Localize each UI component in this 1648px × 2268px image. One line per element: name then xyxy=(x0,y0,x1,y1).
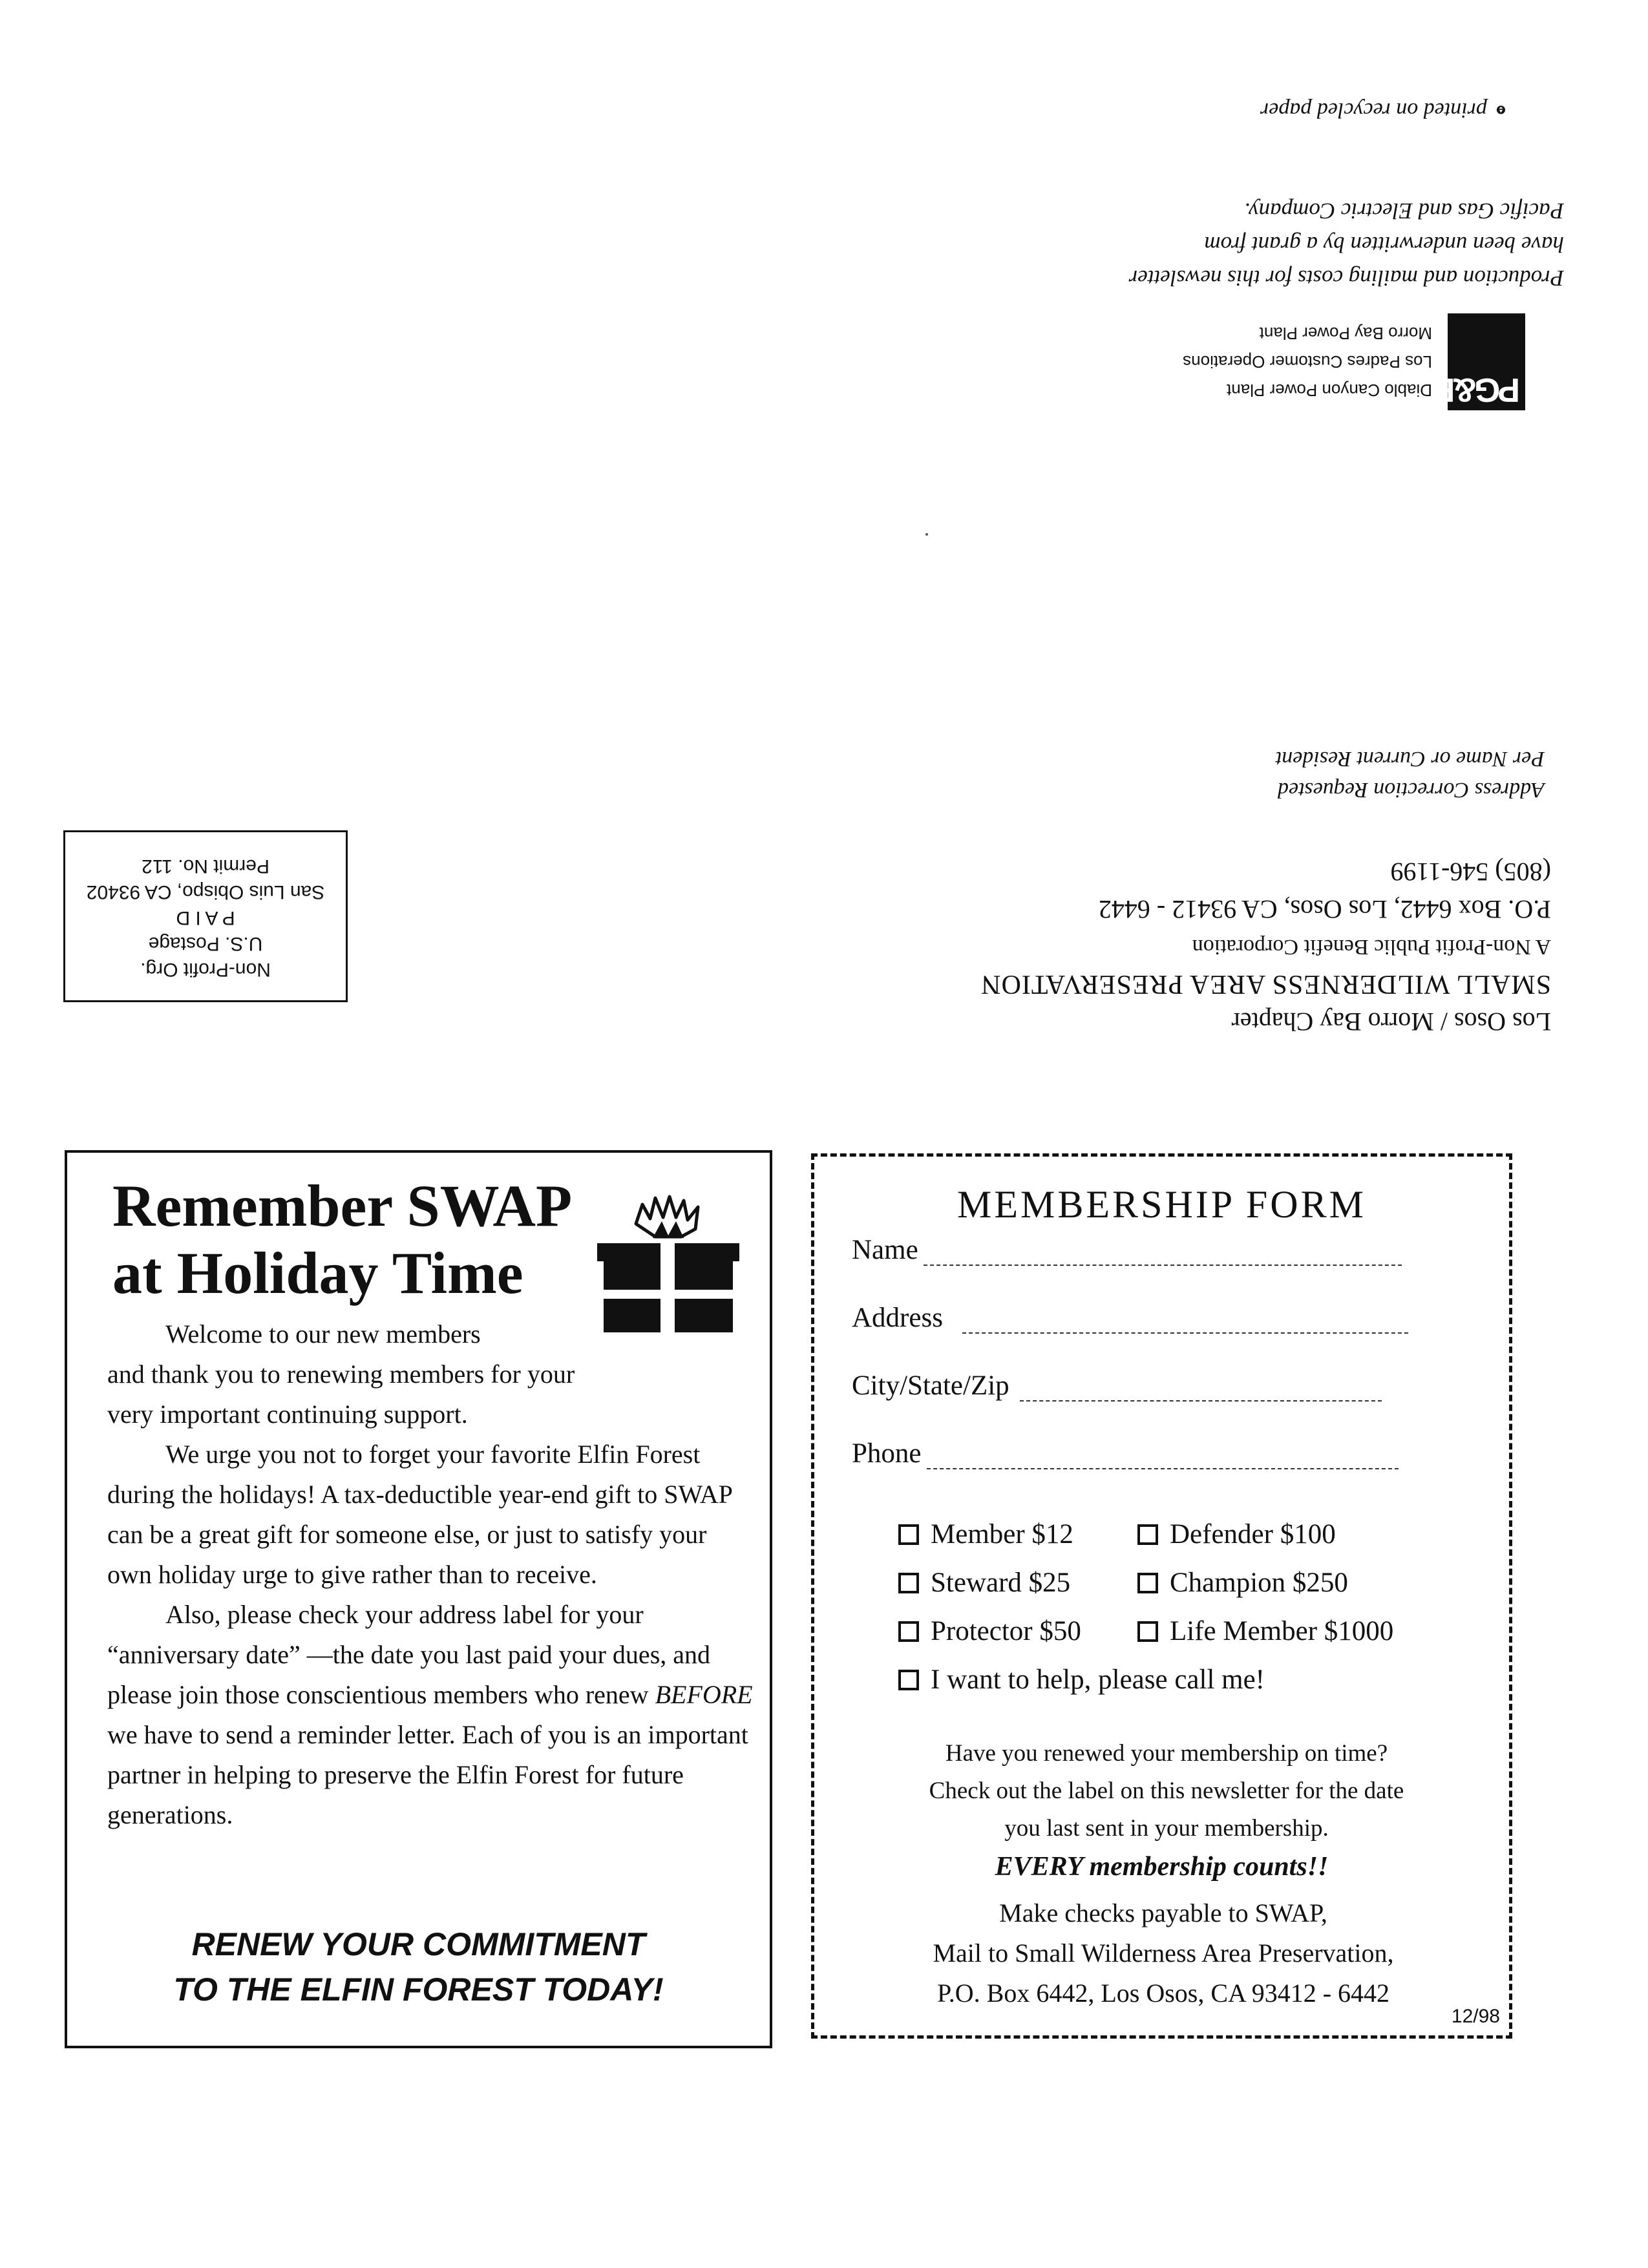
payment-line: Make checks payable to SWAP, xyxy=(999,1898,1327,1927)
return-address xyxy=(892,853,1551,1040)
option-volunteer[interactable] xyxy=(898,1664,1265,1696)
checkbox-icon[interactable] xyxy=(898,1573,919,1593)
renew-reminder-line: Check out the label on this newsletter for the date xyxy=(929,1778,1404,1804)
option-label: Steward $25 xyxy=(931,1568,1071,1598)
checkbox-icon[interactable] xyxy=(1137,1524,1158,1545)
checkbox-icon[interactable] xyxy=(898,1670,919,1690)
option-label: Defender $100 xyxy=(1170,1519,1336,1549)
renew-callout xyxy=(67,1922,770,2012)
holiday-para3-emphasis: BEFORE xyxy=(655,1680,753,1709)
checkbox-icon[interactable] xyxy=(1137,1621,1158,1642)
option-label: Member $12 xyxy=(931,1519,1073,1549)
option-member[interactable] xyxy=(898,1518,1073,1550)
issue-code: 12/98 xyxy=(1451,2006,1500,2027)
city-state-zip-label: City/State/Zip xyxy=(852,1370,1009,1401)
indicia-line: San Luis Obispo, CA 93402 xyxy=(86,881,325,903)
pge-facilities xyxy=(1183,319,1432,404)
underwriter-line: Pacific Gas and Electric Company. xyxy=(1244,198,1564,224)
pge-facility-line: Diablo Canyon Power Plant xyxy=(1227,381,1432,400)
pge-sponsor-block xyxy=(1163,304,1525,420)
underwriter-line: Production and mailing costs for this newsletter xyxy=(1128,266,1564,291)
stray-dot xyxy=(925,533,928,536)
option-champion[interactable] xyxy=(1137,1567,1348,1599)
pge-logo xyxy=(1435,313,1525,410)
holiday-body xyxy=(107,1314,757,1835)
renew-reminder-line: Have you renewed your membership on time? xyxy=(945,1740,1388,1767)
city-state-zip-field[interactable] xyxy=(852,1370,1382,1402)
holiday-para3-part1: Also, please check your address label for your “anniversary date” —the date you last paid your dues, and please join those conscientious members who renew xyxy=(107,1600,711,1709)
return-corp: A Non-Profit Public Benefit Corporation xyxy=(1192,935,1551,959)
pge-facility-line: Los Padres Customer Operations xyxy=(1183,352,1432,372)
option-label: I want to help, please call me! xyxy=(931,1664,1265,1695)
phone-label: Phone xyxy=(852,1438,922,1469)
option-defender[interactable] xyxy=(1137,1518,1336,1550)
payment-line: Mail to Small Wilderness Area Preservation, xyxy=(933,1938,1394,1968)
forwarding-instructions xyxy=(1196,743,1545,805)
holiday-para3 xyxy=(107,1595,757,1835)
form-title: MEMBERSHIP FORM xyxy=(957,1183,1366,1226)
underwriter-credit xyxy=(1060,194,1564,295)
renew-line: TO THE ELFIN FOREST TODAY! xyxy=(173,1971,664,2008)
renew-line: RENEW YOUR COMMITMENT xyxy=(191,1926,646,1962)
holiday-para1-line1: Welcome to our new members xyxy=(165,1319,481,1349)
renew-reminder-line: you last sent in your membership. xyxy=(1004,1815,1329,1842)
payment-line: P.O. Box 6442, Los Osos, CA 93412 - 6442 xyxy=(936,1979,1390,2008)
indicia-line: U.S. Postage xyxy=(148,933,263,954)
holiday-title xyxy=(112,1172,572,1307)
holiday-para3-part2: we have to send a reminder letter. Each of you is an important partner in helping to preserve the Elfin Forest for future generations. xyxy=(107,1720,748,1829)
city-state-zip-blank[interactable] xyxy=(1020,1394,1382,1402)
membership-form xyxy=(811,1153,1512,2039)
return-phone: (805) 546-1199 xyxy=(1390,857,1551,887)
name-field[interactable] xyxy=(852,1234,1402,1266)
checkbox-icon[interactable] xyxy=(898,1621,919,1642)
option-label: Life Member $1000 xyxy=(1170,1616,1394,1646)
holiday-para1-line3: very important continuing support. xyxy=(107,1400,468,1429)
return-org: SMALL WILDERNESS AREA PRESERVATION xyxy=(980,969,1551,999)
indicia-line: Non-Profit Org. xyxy=(140,959,271,980)
return-po-box: P.O. Box 6442, Los Osos, CA 93412 - 6442 xyxy=(1098,895,1551,924)
renew-reminder xyxy=(847,1735,1486,1847)
holiday-para1-line2: and thank you to renewing members for your xyxy=(107,1360,575,1389)
forwarding-line: Per Name or Current Resident xyxy=(1275,747,1545,771)
name-label: Name xyxy=(852,1235,918,1265)
underwriter-line: have been underwritten by a grant from xyxy=(1204,232,1564,257)
address-blank[interactable] xyxy=(962,1326,1408,1334)
checkbox-icon[interactable] xyxy=(1137,1573,1158,1593)
checkbox-icon[interactable] xyxy=(898,1524,919,1545)
forwarding-line: Address Correction Requested xyxy=(1278,778,1545,802)
recycle-icon xyxy=(1496,96,1506,124)
return-chapter: Los Osos / Morro Bay Chapter xyxy=(1231,1007,1551,1036)
name-blank[interactable] xyxy=(924,1258,1402,1266)
option-label: Protector $50 xyxy=(931,1616,1081,1646)
pge-facility-line: Morro Bay Power Plant xyxy=(1259,324,1432,343)
recycled-paper-note xyxy=(1260,90,1506,129)
option-protector[interactable] xyxy=(898,1615,1081,1647)
postage-indicia xyxy=(63,830,348,1002)
phone-blank[interactable] xyxy=(927,1462,1399,1469)
option-life-member[interactable] xyxy=(1137,1615,1393,1647)
address-label: Address xyxy=(852,1303,943,1333)
pge-logo-text: PG&E xyxy=(1435,371,1520,408)
indicia-line: Permit No. 112 xyxy=(142,856,269,877)
option-label: Champion $250 xyxy=(1170,1568,1348,1598)
holiday-article xyxy=(65,1150,772,2048)
option-steward[interactable] xyxy=(898,1567,1070,1599)
recycled-text: printed on recycled paper xyxy=(1260,98,1487,122)
every-membership-counts: EVERY membership counts!! xyxy=(995,1852,1329,1882)
address-field[interactable] xyxy=(852,1302,1408,1334)
indicia-line: P A I D xyxy=(176,907,235,929)
holiday-title-line: at Holiday Time xyxy=(112,1240,523,1306)
payment-instructions xyxy=(840,1893,1486,2013)
holiday-title-line: Remember SWAP xyxy=(112,1173,573,1239)
phone-field[interactable] xyxy=(852,1438,1399,1469)
holiday-para2: We urge you not to forget your favorite Elfin Forest during the holidays! A tax-deductible year-end gift to SWAP can be a great gift for someone else, or just to satisfy your own holiday urge to give rather than to receive. xyxy=(107,1440,732,1589)
